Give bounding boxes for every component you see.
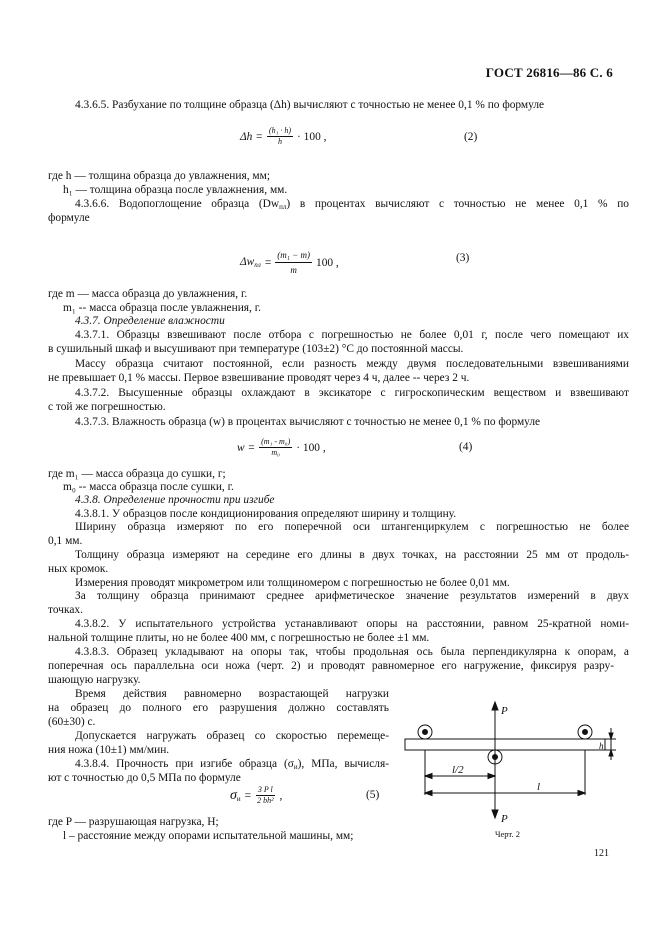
formula-3-denominator: m bbox=[290, 265, 297, 275]
section-4-3-8: 4.3.8. Определение прочности при изгибе bbox=[75, 494, 275, 506]
dim-arrow-icon bbox=[488, 774, 495, 779]
formula-4-lhs: w = bbox=[237, 441, 256, 454]
p16-subscript: и bbox=[293, 763, 298, 771]
dim-arrow-icon bbox=[425, 774, 432, 779]
formula-3-lhs bbox=[240, 256, 261, 269]
formula-2-denominator: h bbox=[277, 137, 282, 146]
formula-3-tail: 100 , bbox=[316, 256, 339, 269]
formula-3-eq: = bbox=[264, 256, 272, 269]
paragraph-4-3-8-2-line2: нальной толщине плиты, но не более 400 мм, с погрешностью не более ±1 мм. bbox=[48, 632, 430, 644]
formula-4-fraction bbox=[259, 437, 292, 458]
formula-3-number: (3) bbox=[456, 252, 470, 264]
where-h1: h₁ — толщина образца после увлажнения, мм. bbox=[63, 184, 288, 196]
figure-caption: Черт. 2 bbox=[495, 829, 521, 839]
paragraph-time-line1: Время действия равномерно возрастающей нагрузки bbox=[75, 688, 389, 700]
dim-arrow-icon bbox=[578, 791, 585, 796]
dim-arrow-icon bbox=[609, 750, 613, 756]
right-support-center bbox=[583, 730, 588, 735]
paragraph-4-3-8-3-line2: поперечная ось параллельна оси ножа (черт. 2) и проводят равномерное его нагружение, фиксируя разру- bbox=[48, 660, 614, 672]
paragraph-average-line2: точках. bbox=[48, 604, 83, 616]
where-m0-dry: m₀ -- масса образца после сушки, г. bbox=[63, 481, 234, 493]
arrow-down-icon bbox=[492, 810, 498, 818]
formula-5-denominator: 2 bh² bbox=[257, 796, 274, 805]
paragraph-4-3-7-3: 4.3.7.3. Влажность образца (w) в процентах вычисляют с точностью не менее 0,1 % по формуле bbox=[75, 416, 541, 428]
formula-5-lhs-sub: и bbox=[236, 794, 241, 803]
formula-5-lhs-main: σ bbox=[230, 787, 237, 803]
formula-5-number: (5) bbox=[366, 789, 380, 801]
paragraph-time-line2: на образец до полного его разрушения должно составлять bbox=[48, 702, 389, 714]
formula-4-denominator: m₀ bbox=[271, 448, 280, 457]
formula-2-lhs: Δh = bbox=[240, 130, 263, 143]
paragraph-speed-line1: Допускается нагружать образец со скоростью перемеще- bbox=[75, 730, 389, 742]
paragraph-speed-line2: ния ножа (10±1) мм/мин. bbox=[48, 744, 170, 756]
formula-4-numerator: (m₁ - m₀) bbox=[261, 437, 291, 446]
paragraph-4-3-6-6-line2: формуле bbox=[48, 212, 90, 224]
arrow-up-icon bbox=[492, 702, 498, 710]
formula-5-lhs bbox=[230, 788, 241, 804]
paragraph-4-3-7-2-line2: с той же погрешностью. bbox=[48, 401, 166, 413]
dim-arrow-icon bbox=[609, 733, 613, 739]
paragraph-4-3-6-5: 4.3.6.5. Разбухание по толщине образца (Δh) вычисляют с точностью не менее 0,1 % по формуле bbox=[75, 99, 545, 111]
paragraph-4-3-8-4-line2: ют с точностью до 0,5 МПа по формуле bbox=[48, 772, 241, 784]
paragraph-4-3-8-3-line1: 4.3.8.3. Образец укладывают на опоры так, чтобы продольная ось была перпендикулярна к опорам, а bbox=[75, 646, 629, 658]
formula-2 bbox=[240, 126, 326, 147]
formula-3-fraction bbox=[275, 248, 312, 277]
paragraph-4-3-7-1-line1: 4.3.7.1. Образцы взвешивают после отбора с погрешностью не более 0,01 г, после чего помещают их bbox=[75, 329, 629, 341]
formula-3-lhs-main: Δw bbox=[240, 256, 255, 268]
paragraph-4-3-8-2-line1: 4.3.8.2. У испытательного устройства устанавливают опоры на расстоянии, равном 25-кратной номи- bbox=[75, 618, 629, 630]
formula-5 bbox=[230, 785, 282, 806]
label-p-top: P bbox=[501, 705, 508, 717]
formula-2-tail: · 100 , bbox=[297, 130, 327, 143]
paragraph-4-3-7-2-line1: 4.3.7.2. Высушенные образцы охлаждают в эксикаторе с гигроскопическим веществом и взвешивают bbox=[75, 387, 629, 399]
formula-2-number: (2) bbox=[464, 131, 478, 143]
page-number: 121 bbox=[594, 848, 609, 859]
formula-3-numerator: (m₁ − m) bbox=[275, 248, 312, 263]
paragraph-width-line1: Ширину образца измеряют по его поперечной оси штангенциркулем с погрешностью не более bbox=[75, 521, 629, 533]
where-m: где m — масса образца до увлажнения, г. bbox=[48, 288, 248, 300]
formula-4-number: (4) bbox=[459, 441, 473, 453]
paragraph-time-line3: (60±30) с. bbox=[48, 716, 96, 728]
label-l-half: l/2 bbox=[452, 764, 464, 776]
left-support-center bbox=[423, 730, 428, 735]
formula-4 bbox=[237, 437, 326, 458]
section-4-3-7: 4.3.7. Определение влажности bbox=[75, 315, 225, 327]
formula-5-fraction bbox=[255, 785, 275, 806]
formula-5-tail: , bbox=[279, 789, 283, 802]
label-p-bottom: P bbox=[501, 813, 508, 825]
p16-part1: 4.3.8.4. Прочность при изгибе образца (σ bbox=[75, 758, 294, 770]
formula-5-eq: = bbox=[244, 789, 252, 802]
paragraph-width-line2: 0,1 мм. bbox=[48, 535, 83, 547]
page-header: ГОСТ 26816—86 С. 6 bbox=[485, 65, 613, 80]
dim-arrow-icon bbox=[425, 791, 432, 796]
paragraph-mass-line2: не превышает 0,1 % массы. Первое взвешивание проводят через 4 ч, далее -- через 2 ч. bbox=[48, 372, 470, 384]
label-h: h bbox=[599, 741, 604, 751]
formula-2-fraction bbox=[267, 126, 293, 147]
where-P: где P — разрушающая нагрузка, Н; bbox=[48, 816, 219, 828]
paragraph-average-line1: За толщину образца принимают среднее арифметическое значение результатов измерений в двух bbox=[75, 590, 629, 602]
p2-part2: ) в процентах вычисляют с точностью не менее 0,1 % по bbox=[286, 198, 629, 210]
paragraph-thickness-line2: ных кромок. bbox=[48, 563, 109, 575]
where-m1: m₁ -- масса образца после увлажнения, г. bbox=[63, 302, 261, 314]
p2-part1: 4.3.6.6. Водопоглощение образца (Dw bbox=[75, 198, 280, 210]
where-h: где h — толщина образца до увлажнения, мм; bbox=[48, 170, 270, 182]
paragraph-4-3-8-1: 4.3.8.1. У образцов после кондиционирования определяют ширину и толщину. bbox=[75, 508, 457, 520]
paragraph-thickness-line1: Толщину образца измеряют на середине его длины в двух точках, на расстоянии 25 мм от продоль- bbox=[75, 549, 629, 561]
paragraph-4-3-7-1-line2: в сушильный шкаф и высушивают при температуре (103±2) °С до постоянной массы. bbox=[48, 343, 464, 355]
formula-3 bbox=[240, 248, 339, 277]
p16-part2: ), МПа, вычисля- bbox=[297, 758, 389, 770]
bending-test-diagram bbox=[400, 700, 620, 825]
where-m1-dry: где m₁ — масса образца до сушки, г; bbox=[48, 468, 226, 480]
paragraph-measurements: Измерения проводят микрометром или толщиномером с погрешностью не более 0,01 мм. bbox=[75, 577, 510, 589]
label-l: l bbox=[537, 781, 541, 793]
formula-5-numerator: 3 P l bbox=[257, 785, 273, 794]
p2-subscript: пл bbox=[279, 203, 287, 211]
formula-4-tail: · 100 , bbox=[296, 441, 326, 454]
formula-3-lhs-sub: пл bbox=[254, 261, 261, 269]
formula-2-numerator: (h₁ · h) bbox=[268, 126, 292, 135]
where-l: l – расстояние между опорами испытательной машины, мм; bbox=[63, 830, 354, 842]
paragraph-mass-line1: Массу образца считают постоянной, если разность между двумя последовательными взвешиваниями bbox=[75, 358, 629, 370]
paragraph-4-3-8-3-line3: шающую нагрузку. bbox=[48, 674, 141, 686]
specimen-plate bbox=[405, 739, 605, 750]
paragraph-4-3-6-6-line1 bbox=[75, 197, 629, 214]
